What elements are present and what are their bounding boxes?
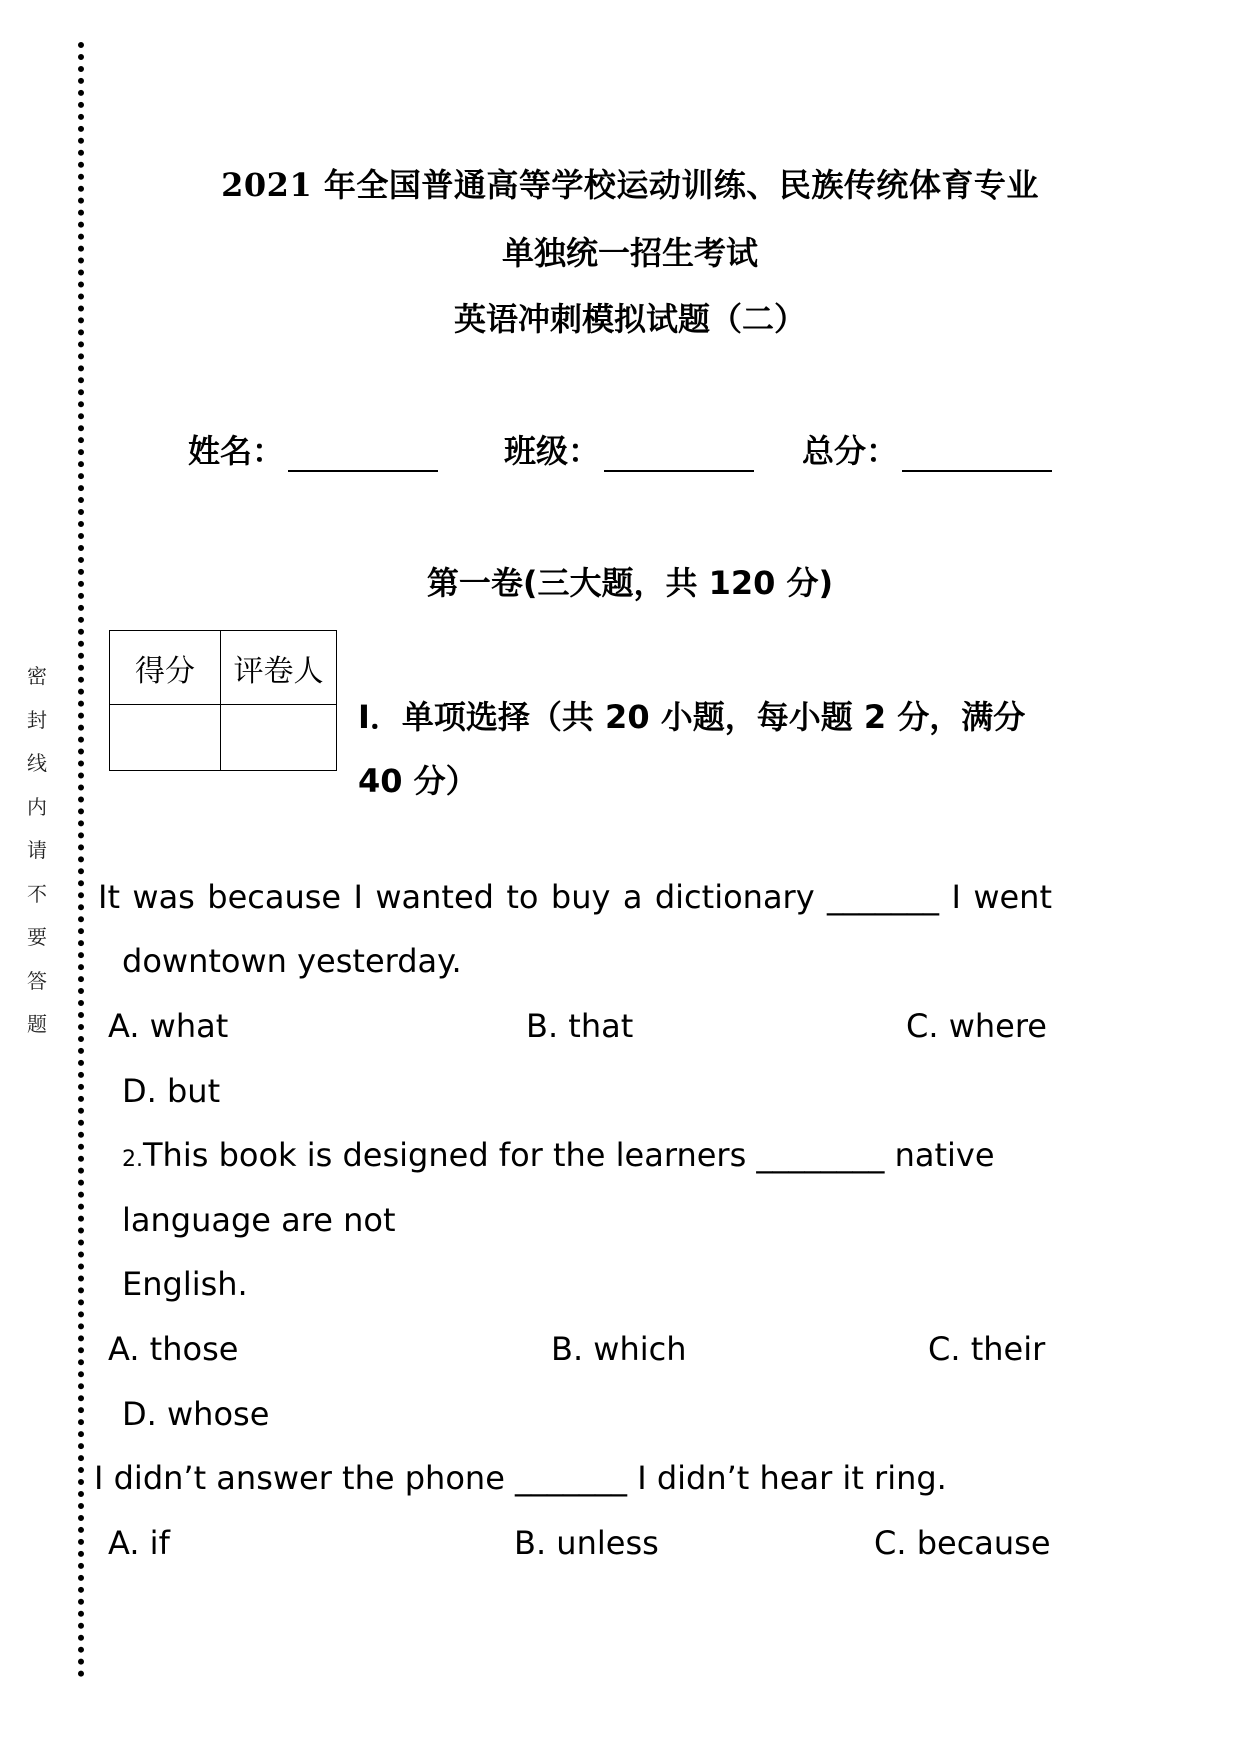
class-field <box>504 426 754 472</box>
question-2-stem-line-1 <box>122 1136 1052 1174</box>
name-field <box>188 426 438 472</box>
score-cell[interactable] <box>110 705 221 771</box>
total-field <box>802 426 1052 472</box>
question-2-number: 2. <box>122 1147 143 1172</box>
question-2-option-a[interactable]: A. those <box>108 1330 239 1368</box>
seal-char: 内 <box>27 794 47 819</box>
exam-title-line-3: 英语冲刺模拟试题（二） <box>453 300 806 338</box>
question-1-stem-line-2: downtown yesterday. <box>122 942 462 980</box>
name-blank[interactable] <box>288 434 438 472</box>
seal-char: 要 <box>27 925 47 949</box>
question-2-stem-text: This book is designed for the learners ________ native <box>143 1136 995 1174</box>
question-3-option-c[interactable]: C. because <box>874 1524 1051 1562</box>
total-label: 总分： <box>802 432 899 470</box>
name-label: 姓名： <box>188 432 285 470</box>
grader-cell[interactable] <box>221 705 337 771</box>
class-blank[interactable] <box>604 434 754 472</box>
question-3-stem-line-1: I didn’t answer the phone _______ I didn’t hear it ring. <box>94 1459 947 1497</box>
question-2-stem-line-3: English. <box>122 1265 248 1303</box>
question-2-option-b[interactable]: B. which <box>551 1330 687 1368</box>
seal-char: 密 <box>27 664 47 688</box>
class-label: 班级： <box>504 432 601 470</box>
question-1-option-a[interactable]: A. what <box>108 1007 229 1045</box>
section-heading: I．单项选择（共 20 小题，每小题 2 分，满分 40 分） <box>358 698 1026 800</box>
question-2-option-d[interactable]: D. whose <box>122 1395 270 1433</box>
question-1-option-b[interactable]: B. that <box>526 1007 634 1045</box>
volume-title: 第一卷(三大题，共 120 分) <box>426 564 834 602</box>
seal-char: 答 <box>27 968 47 993</box>
score-box <box>109 630 337 771</box>
question-1-option-c[interactable]: C. where <box>906 1007 1047 1045</box>
question-1-option-d[interactable]: D. but <box>122 1072 221 1110</box>
seal-char: 请 <box>27 838 47 862</box>
exam-title-line-2: 单独统一招生考试 <box>501 234 758 272</box>
score-label: 得分 <box>110 631 221 705</box>
seal-dotted-line <box>78 42 84 1678</box>
exam-title-line-1: 2021 年全国普通高等学校运动训练、民族传统体育专业 <box>221 166 1039 204</box>
seal-char: 线 <box>27 751 47 775</box>
question-3-option-b[interactable]: B. unless <box>514 1524 659 1562</box>
seal-line-notice <box>22 655 52 1047</box>
seal-char: 不 <box>27 881 47 906</box>
question-2-stem-line-2: language are not <box>122 1201 396 1239</box>
seal-char: 题 <box>27 1012 47 1036</box>
seal-char: 封 <box>27 707 47 732</box>
question-1-stem-line-1: It was because I wanted to buy a dictionary _______ I went <box>98 878 1052 916</box>
question-3-option-a[interactable]: A. if <box>108 1524 170 1562</box>
question-2-option-c[interactable]: C. their <box>928 1330 1046 1368</box>
total-blank[interactable] <box>902 434 1052 472</box>
grader-label: 评卷人 <box>221 631 337 705</box>
